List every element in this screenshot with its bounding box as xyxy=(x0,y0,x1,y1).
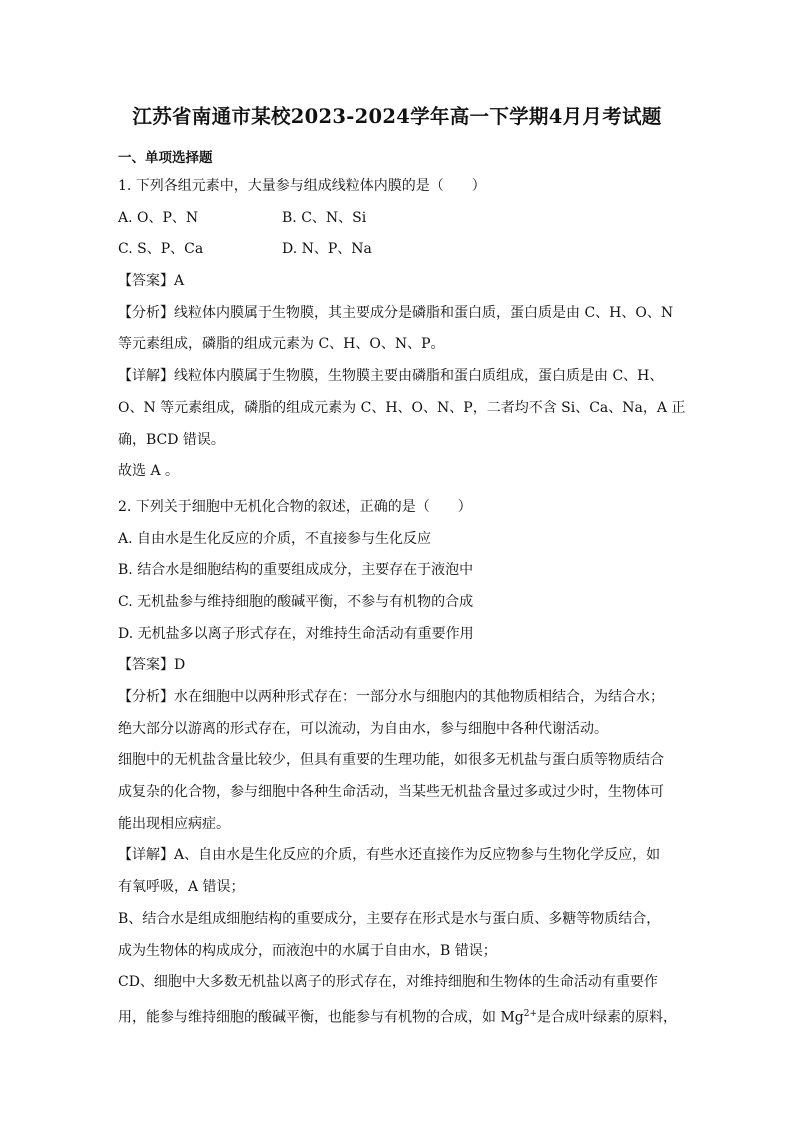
question-2-analysis-line: 绝大部分以游离的形式存在，可以流动，为自由水，参与细胞中各种代谢活动。 xyxy=(118,720,608,737)
section-heading: 一、单项选择题 xyxy=(118,150,213,166)
question-2-option-c: C. 无机盐参与维持细胞的酸碱平衡，不参与有机物的合成 xyxy=(118,593,474,610)
detail-text: 用，能参与维持细胞的酸碱平衡，也能参与有机物的合成，如 Mg xyxy=(118,1009,524,1026)
question-2-option-d: D. 无机盐多以离子形式存在，对维持生命活动有重要作用 xyxy=(118,625,474,642)
question-1-option-d: D. N、P、Na xyxy=(282,241,372,258)
question-2-analysis-line: 细胞中的无机盐含量比较少，但具有重要的生理功能，如很多无机盐与蛋白质等物质结合 xyxy=(118,752,664,769)
document-body xyxy=(118,171,686,1031)
question-2-detail-line: 成为生物体的构成成分，而液泡中的水属于自由水，B 错误； xyxy=(118,942,497,959)
question-1-analysis-line: 【分析】线粒体内膜属于生物膜，其主要成分是磷脂和蛋白质，蛋白质是由 C、H、O、N xyxy=(118,304,674,321)
question-2-detail-line: CD、细胞中大多数无机盐以离子的形式存在，对维持细胞和生物体的生命活动有重要作 xyxy=(118,974,658,991)
question-1-detail-line: O、N 等元素组成，磷脂的组成元素为 C、H、O、N、P，二者均不含 Si、Ca、Na，A 正 xyxy=(118,399,686,416)
question-2-stem: 2. 下列关于细胞中无机化合物的叙述，正确的是（ ） xyxy=(118,498,472,515)
question-1-option-c: C. S、P、Ca xyxy=(118,241,204,258)
question-1-stem: 1. 下列各组元素中，大量参与组成线粒体内膜的是（ ） xyxy=(118,178,486,194)
question-1-detail-line: 确，BCD 错误。 xyxy=(118,431,225,448)
question-1-answer: 【答案】A xyxy=(118,273,185,290)
question-1-detail-line: 【详解】线粒体内膜属于生物膜，生物膜主要由磷脂和蛋白质组成，蛋白质是由 C、H、 xyxy=(118,368,664,385)
question-1-options-row-2 xyxy=(118,234,678,266)
superscript-charge: 2+ xyxy=(523,1008,538,1019)
question-2-detail-line: 有氧呼吸，A 错误； xyxy=(118,879,245,896)
question-2-detail-line xyxy=(118,999,678,1031)
question-2-detail-line: 【详解】A、自由水是生化反应的介质，有些水还直接作为反应物参与生物化学反应，如 xyxy=(118,847,661,864)
question-1-option-b: B. C、N、Si xyxy=(282,209,367,226)
question-1-analysis-line: 等元素组成，磷脂的组成元素为 C、H、O、N、P。 xyxy=(118,336,445,353)
question-2-analysis-line: 能出现相应病症。 xyxy=(118,815,230,832)
question-2-option-a: A. 自由水是生化反应的介质，不直接参与生化反应 xyxy=(118,530,432,547)
question-2-analysis-line: 【分析】水在细胞中以两种形式存在：一部分水与细胞内的其他物质相结合，为结合水； xyxy=(118,689,664,705)
question-1-option-a: A. O、P、N xyxy=(118,209,199,226)
question-2-detail-line: B、结合水是组成细胞结构的重要成分，主要存在形式是水与蛋白质、多糖等物质结合， xyxy=(118,910,661,927)
question-1-conclusion: 故选 A 。 xyxy=(118,463,180,480)
question-1-options-row-1 xyxy=(118,203,678,235)
question-2-answer: 【答案】D xyxy=(118,657,186,674)
document-title: 江苏省南通市某校2023-2024学年高一下学期4月月考试题 xyxy=(132,105,662,128)
question-2-analysis-line: 成复杂的化合物，参与细胞中各种生命活动，当某些无机盐含量过多或过少时，生物体可 xyxy=(118,784,664,801)
detail-text: 是合成叶绿素的原料， xyxy=(537,1009,678,1026)
question-2-option-b: B. 结合水是细胞结构的重要组成成分，主要存在于液泡中 xyxy=(118,562,474,579)
